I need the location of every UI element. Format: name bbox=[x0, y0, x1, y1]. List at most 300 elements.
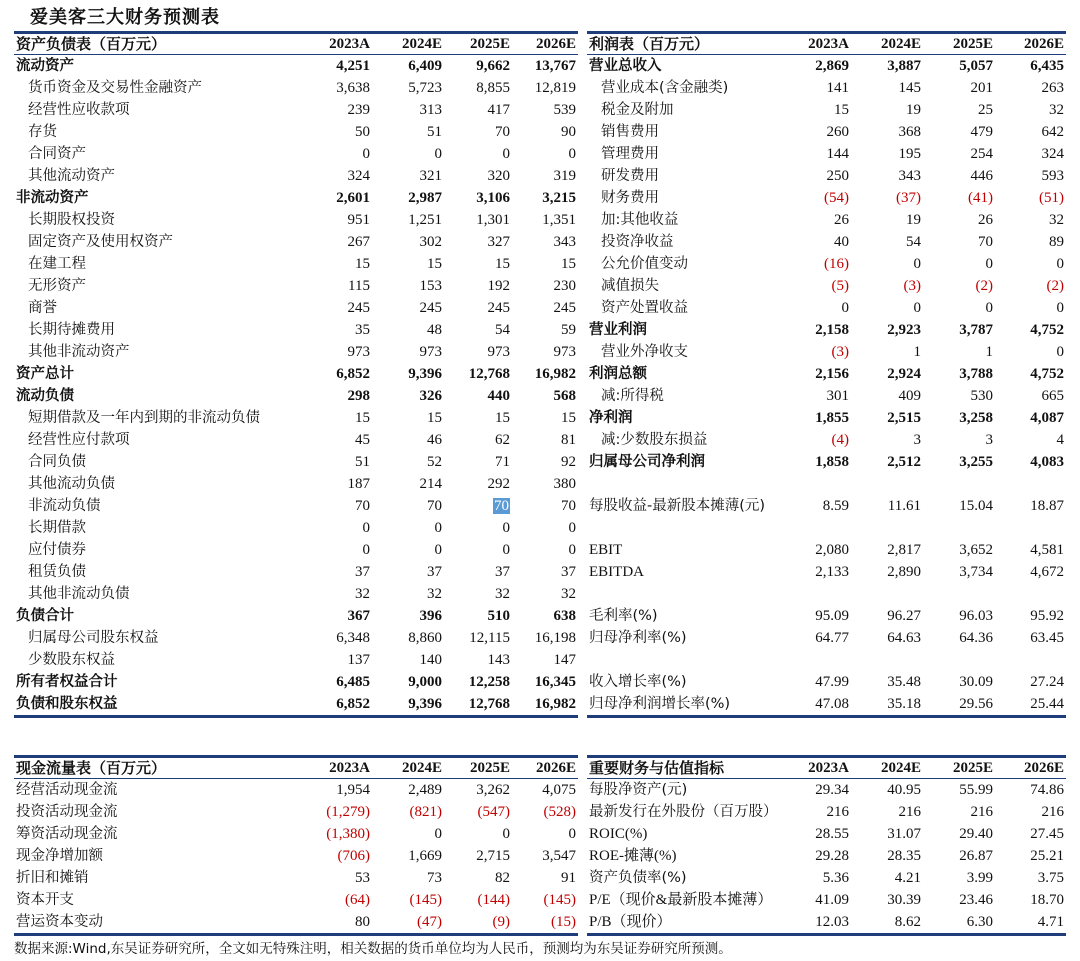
value-text: 90 bbox=[561, 124, 576, 140]
value-text: 0 bbox=[985, 256, 993, 272]
table-row bbox=[14, 605, 578, 627]
value-text: 9,396 bbox=[408, 366, 442, 382]
value-text: 89 bbox=[1049, 234, 1064, 250]
value-cell bbox=[995, 627, 1066, 649]
row-label: 资产负债率(%) bbox=[589, 870, 687, 886]
value-text: 29.40 bbox=[959, 826, 993, 842]
value-cell bbox=[923, 341, 995, 363]
value-cell bbox=[851, 407, 923, 429]
value-cell bbox=[372, 363, 444, 385]
value-cell bbox=[851, 517, 923, 539]
value-text: 37 bbox=[427, 564, 442, 580]
balance-sheet-table bbox=[14, 31, 578, 718]
value-text: 973 bbox=[487, 344, 510, 360]
row-label: 流动负债 bbox=[16, 388, 74, 404]
value-text: 302 bbox=[419, 234, 442, 250]
value-cell bbox=[512, 539, 578, 561]
value-text: 192 bbox=[487, 278, 510, 294]
value-cell bbox=[923, 253, 995, 275]
value-text: 245 bbox=[553, 300, 576, 316]
value-text: 0 bbox=[568, 542, 576, 558]
table-row bbox=[587, 121, 1066, 143]
value-cell bbox=[851, 121, 923, 143]
value-text: 368 bbox=[898, 124, 921, 140]
value-text: 263 bbox=[1041, 80, 1064, 96]
value-cell bbox=[995, 867, 1066, 889]
value-cell bbox=[851, 539, 923, 561]
value-cell bbox=[923, 429, 995, 451]
value-cell bbox=[444, 363, 512, 385]
row-label: 加:其他收益 bbox=[601, 212, 679, 228]
value-cell bbox=[306, 341, 372, 363]
value-cell bbox=[995, 451, 1066, 473]
value-text: 13,767 bbox=[534, 58, 576, 74]
value-text: 26.87 bbox=[959, 848, 993, 864]
row-label: EBITDA bbox=[589, 564, 644, 580]
value-cell bbox=[995, 889, 1066, 911]
value-cell bbox=[444, 649, 512, 671]
value-cell bbox=[851, 605, 923, 627]
table-row bbox=[587, 627, 1066, 649]
value-text: 70 bbox=[494, 498, 509, 514]
value-cell bbox=[512, 385, 578, 407]
value-text: 973 bbox=[553, 344, 576, 360]
value-cell bbox=[995, 583, 1066, 605]
value-cell bbox=[512, 121, 578, 143]
value-cell bbox=[512, 187, 578, 209]
year-header: 2025E bbox=[923, 33, 995, 55]
value-cell bbox=[851, 845, 923, 867]
table-row bbox=[14, 823, 578, 845]
value-cell bbox=[995, 823, 1066, 845]
value-cell bbox=[306, 911, 372, 935]
value-cell bbox=[923, 911, 995, 935]
value-cell bbox=[306, 187, 372, 209]
value-cell bbox=[787, 253, 851, 275]
value-text: 9,396 bbox=[408, 696, 442, 712]
value-cell bbox=[444, 473, 512, 495]
value-text: 27.45 bbox=[1030, 826, 1064, 842]
value-text: (37) bbox=[896, 190, 921, 206]
value-text: 46 bbox=[427, 432, 442, 448]
value-text: 19 bbox=[906, 212, 921, 228]
value-text: (1,279) bbox=[326, 804, 370, 820]
value-text: 5,723 bbox=[408, 80, 442, 96]
value-cell bbox=[787, 121, 851, 143]
value-cell bbox=[995, 911, 1066, 935]
row-label: ROE-摊薄(%) bbox=[589, 848, 677, 864]
value-text: 2,601 bbox=[336, 190, 370, 206]
value-text: 62 bbox=[495, 432, 510, 448]
value-cell bbox=[512, 517, 578, 539]
value-cell bbox=[372, 341, 444, 363]
value-text: 0 bbox=[1056, 300, 1064, 316]
value-cell bbox=[851, 451, 923, 473]
value-text: 2,080 bbox=[815, 542, 849, 558]
value-cell bbox=[787, 99, 851, 121]
value-text: 4.71 bbox=[1037, 914, 1064, 930]
value-text: 8,860 bbox=[408, 630, 442, 646]
table-title: 现金流量表（百万元） bbox=[14, 757, 306, 779]
value-cell bbox=[851, 143, 923, 165]
value-text: 0 bbox=[502, 520, 510, 536]
value-text: 63.45 bbox=[1030, 630, 1064, 646]
value-cell bbox=[512, 889, 578, 911]
value-text: 2,489 bbox=[408, 782, 442, 798]
table-row bbox=[14, 845, 578, 867]
value-text: 71 bbox=[495, 454, 510, 470]
value-text: 2,817 bbox=[887, 542, 921, 558]
table-row bbox=[14, 429, 578, 451]
row-label: 现金净增加额 bbox=[16, 848, 103, 864]
value-text: 15.04 bbox=[959, 498, 993, 514]
value-text: 35.48 bbox=[887, 674, 921, 690]
value-text: 32 bbox=[495, 586, 510, 602]
value-text: 51 bbox=[355, 454, 370, 470]
row-label: 其他非流动资产 bbox=[28, 344, 130, 360]
value-text: 2,515 bbox=[887, 410, 921, 426]
row-label: 减:少数股东损益 bbox=[601, 432, 708, 448]
value-text: 245 bbox=[347, 300, 370, 316]
value-cell bbox=[995, 495, 1066, 517]
value-text: 0 bbox=[434, 826, 442, 842]
value-text: 64.36 bbox=[959, 630, 993, 646]
value-text: 25.21 bbox=[1030, 848, 1064, 864]
value-cell bbox=[372, 605, 444, 627]
value-cell bbox=[372, 209, 444, 231]
value-text: 32 bbox=[1049, 102, 1064, 118]
value-cell bbox=[444, 253, 512, 275]
value-text: 313 bbox=[419, 102, 442, 118]
row-label: 少数股东权益 bbox=[28, 652, 115, 668]
table-row bbox=[587, 297, 1066, 319]
value-text: (4) bbox=[831, 432, 849, 448]
table-row bbox=[14, 99, 578, 121]
value-text: 16,345 bbox=[534, 674, 576, 690]
value-text: 0 bbox=[362, 542, 370, 558]
value-text: 6,485 bbox=[336, 674, 370, 690]
header-row bbox=[14, 33, 578, 55]
table-row bbox=[14, 55, 578, 78]
value-text: 59 bbox=[561, 322, 576, 338]
value-cell bbox=[851, 165, 923, 187]
value-cell bbox=[372, 77, 444, 99]
value-text: 81 bbox=[561, 432, 576, 448]
value-cell bbox=[787, 385, 851, 407]
year-header: 2023A bbox=[787, 33, 851, 55]
value-text: 3,258 bbox=[959, 410, 993, 426]
value-cell bbox=[372, 801, 444, 823]
value-cell bbox=[923, 451, 995, 473]
value-text: 45 bbox=[355, 432, 370, 448]
value-cell bbox=[787, 911, 851, 935]
value-cell bbox=[512, 297, 578, 319]
value-text: 4,087 bbox=[1030, 410, 1064, 426]
value-cell bbox=[787, 867, 851, 889]
row-label: 减值损失 bbox=[601, 278, 659, 294]
value-cell bbox=[787, 165, 851, 187]
row-label: 资产总计 bbox=[16, 366, 74, 382]
value-cell bbox=[444, 561, 512, 583]
value-text: 396 bbox=[419, 608, 442, 624]
table-row bbox=[14, 451, 578, 473]
value-text: 1 bbox=[913, 344, 921, 360]
value-text: 15 bbox=[495, 256, 510, 272]
value-cell bbox=[444, 385, 512, 407]
value-cell bbox=[851, 231, 923, 253]
value-text: 324 bbox=[1041, 146, 1064, 162]
value-cell bbox=[787, 473, 851, 495]
value-cell bbox=[512, 209, 578, 231]
value-text: (3) bbox=[903, 278, 921, 294]
value-text: (5) bbox=[831, 278, 849, 294]
table-row bbox=[587, 407, 1066, 429]
value-cell bbox=[444, 867, 512, 889]
table-row bbox=[14, 341, 578, 363]
value-cell bbox=[851, 187, 923, 209]
value-cell bbox=[372, 319, 444, 341]
value-cell bbox=[923, 539, 995, 561]
value-cell bbox=[444, 209, 512, 231]
value-cell bbox=[787, 801, 851, 823]
value-cell bbox=[923, 605, 995, 627]
value-text: 638 bbox=[553, 608, 576, 624]
value-cell bbox=[851, 77, 923, 99]
value-cell bbox=[372, 187, 444, 209]
value-cell bbox=[306, 649, 372, 671]
value-text: 32 bbox=[427, 586, 442, 602]
value-cell bbox=[444, 231, 512, 253]
value-cell bbox=[444, 517, 512, 539]
value-text: 70 bbox=[561, 498, 576, 514]
value-text: 2,512 bbox=[887, 454, 921, 470]
value-text: 51 bbox=[427, 124, 442, 140]
table-row bbox=[587, 55, 1066, 78]
value-text: (16) bbox=[824, 256, 849, 272]
value-cell bbox=[306, 671, 372, 693]
value-cell bbox=[306, 297, 372, 319]
row-label bbox=[587, 583, 787, 605]
header-row bbox=[587, 33, 1066, 55]
value-text: 144 bbox=[826, 146, 849, 162]
value-text: 0 bbox=[913, 300, 921, 316]
value-text: 1,351 bbox=[542, 212, 576, 228]
value-text: 141 bbox=[826, 80, 849, 96]
value-text: (547) bbox=[477, 804, 510, 820]
value-text: 0 bbox=[434, 520, 442, 536]
row-label: 税金及附加 bbox=[601, 102, 674, 118]
table-row bbox=[587, 693, 1066, 717]
value-text: 153 bbox=[419, 278, 442, 294]
value-cell bbox=[923, 823, 995, 845]
value-cell bbox=[372, 539, 444, 561]
value-cell bbox=[444, 77, 512, 99]
year-header: 2026E bbox=[512, 757, 578, 779]
value-text: 15 bbox=[561, 410, 576, 426]
value-cell bbox=[787, 209, 851, 231]
value-text: 201 bbox=[970, 80, 993, 96]
value-text: 1,251 bbox=[408, 212, 442, 228]
value-cell bbox=[851, 801, 923, 823]
value-cell bbox=[306, 319, 372, 341]
value-text: 479 bbox=[970, 124, 993, 140]
value-text: 37 bbox=[355, 564, 370, 580]
value-text: 1,855 bbox=[815, 410, 849, 426]
value-cell bbox=[512, 779, 578, 802]
value-text: 15 bbox=[561, 256, 576, 272]
value-cell bbox=[372, 693, 444, 717]
table-row bbox=[14, 539, 578, 561]
value-cell bbox=[995, 231, 1066, 253]
value-cell bbox=[851, 889, 923, 911]
value-cell bbox=[306, 407, 372, 429]
row-label: 固定资产及使用权资产 bbox=[28, 234, 173, 250]
value-text: 3,638 bbox=[336, 80, 370, 96]
value-cell bbox=[372, 99, 444, 121]
value-cell bbox=[372, 407, 444, 429]
table-row bbox=[14, 165, 578, 187]
table-row bbox=[587, 605, 1066, 627]
value-text: 216 bbox=[1041, 804, 1064, 820]
value-cell bbox=[306, 605, 372, 627]
value-text: 140 bbox=[419, 652, 442, 668]
value-text: 74.86 bbox=[1030, 782, 1064, 798]
value-text: (3) bbox=[831, 344, 849, 360]
value-text: 0 bbox=[1056, 344, 1064, 360]
value-cell bbox=[787, 779, 851, 802]
row-label: 租赁负债 bbox=[28, 564, 86, 580]
value-cell bbox=[995, 517, 1066, 539]
value-cell bbox=[995, 99, 1066, 121]
value-text: 80 bbox=[355, 914, 370, 930]
value-text: 12,768 bbox=[468, 366, 510, 382]
value-cell bbox=[995, 275, 1066, 297]
value-text: 18.87 bbox=[1030, 498, 1064, 514]
year-header: 2026E bbox=[995, 33, 1066, 55]
value-cell bbox=[851, 495, 923, 517]
table-row bbox=[587, 187, 1066, 209]
value-cell bbox=[851, 671, 923, 693]
value-cell bbox=[995, 165, 1066, 187]
table-row bbox=[14, 121, 578, 143]
value-text: 0 bbox=[502, 826, 510, 842]
value-cell bbox=[444, 121, 512, 143]
value-cell bbox=[444, 451, 512, 473]
value-cell bbox=[923, 187, 995, 209]
value-cell bbox=[995, 209, 1066, 231]
value-cell bbox=[372, 165, 444, 187]
row-label: 负债合计 bbox=[16, 608, 74, 624]
row-label: 投资活动现金流 bbox=[16, 804, 118, 820]
table-row bbox=[587, 889, 1066, 911]
value-text: 343 bbox=[898, 168, 921, 184]
row-label: 筹资活动现金流 bbox=[16, 826, 118, 842]
value-cell bbox=[851, 473, 923, 495]
table-row bbox=[587, 429, 1066, 451]
row-label: 毛利率(%) bbox=[589, 608, 658, 624]
value-cell bbox=[787, 823, 851, 845]
value-text: 26 bbox=[834, 212, 849, 228]
value-text: 19 bbox=[906, 102, 921, 118]
value-cell bbox=[444, 583, 512, 605]
value-cell bbox=[787, 363, 851, 385]
table-row bbox=[587, 867, 1066, 889]
value-cell bbox=[306, 473, 372, 495]
value-text: 54 bbox=[495, 322, 510, 338]
value-text: 5,057 bbox=[959, 58, 993, 74]
value-cell bbox=[306, 801, 372, 823]
value-text: 530 bbox=[970, 388, 993, 404]
table-row bbox=[14, 297, 578, 319]
value-cell bbox=[851, 319, 923, 341]
row-label: 投资净收益 bbox=[601, 234, 674, 250]
row-label: P/B（现价） bbox=[587, 911, 787, 935]
value-text: 216 bbox=[970, 804, 993, 820]
table-row bbox=[14, 583, 578, 605]
value-text: 91 bbox=[561, 870, 576, 886]
year-header: 2025E bbox=[444, 757, 512, 779]
value-cell bbox=[444, 823, 512, 845]
value-cell bbox=[306, 165, 372, 187]
table-row bbox=[14, 385, 578, 407]
value-cell bbox=[306, 779, 372, 802]
value-cell bbox=[923, 297, 995, 319]
row-label: 营运资本变动 bbox=[14, 911, 306, 935]
value-text: 327 bbox=[487, 234, 510, 250]
value-text: 95.09 bbox=[815, 608, 849, 624]
value-cell bbox=[995, 671, 1066, 693]
value-cell bbox=[306, 823, 372, 845]
header-row bbox=[14, 757, 578, 779]
value-text: 12,115 bbox=[469, 630, 510, 646]
value-text: 147 bbox=[553, 652, 576, 668]
value-cell bbox=[787, 187, 851, 209]
value-cell bbox=[851, 583, 923, 605]
value-cell bbox=[923, 867, 995, 889]
row-label: 每股净资产(元) bbox=[589, 782, 688, 798]
value-cell bbox=[444, 187, 512, 209]
value-text: 973 bbox=[347, 344, 370, 360]
value-text: 64.63 bbox=[887, 630, 921, 646]
value-text: 0 bbox=[913, 256, 921, 272]
table-row bbox=[587, 231, 1066, 253]
row-label: 每股收益-最新股本摊薄(元) bbox=[589, 498, 766, 514]
value-text: 15 bbox=[495, 410, 510, 426]
value-text: 245 bbox=[487, 300, 510, 316]
value-text: 446 bbox=[970, 168, 993, 184]
value-cell bbox=[851, 627, 923, 649]
table-row bbox=[14, 671, 578, 693]
value-cell bbox=[851, 561, 923, 583]
table-row bbox=[14, 627, 578, 649]
value-text: 409 bbox=[898, 388, 921, 404]
value-cell bbox=[851, 341, 923, 363]
table-row bbox=[587, 253, 1066, 275]
value-text: 5.36 bbox=[822, 870, 849, 886]
value-text: (821) bbox=[409, 804, 442, 820]
table-row bbox=[587, 385, 1066, 407]
value-cell bbox=[306, 55, 372, 78]
value-cell bbox=[995, 561, 1066, 583]
value-cell bbox=[787, 77, 851, 99]
year-header: 2023A bbox=[787, 757, 851, 779]
value-text: 37 bbox=[495, 564, 510, 580]
row-label: 合同资产 bbox=[28, 146, 86, 162]
value-text: 2,156 bbox=[815, 366, 849, 382]
row-label: 负债和股东权益 bbox=[14, 693, 306, 717]
row-label: 营业成本(含金融类) bbox=[601, 80, 729, 96]
table-title: 资产负债表（百万元） bbox=[14, 33, 306, 55]
